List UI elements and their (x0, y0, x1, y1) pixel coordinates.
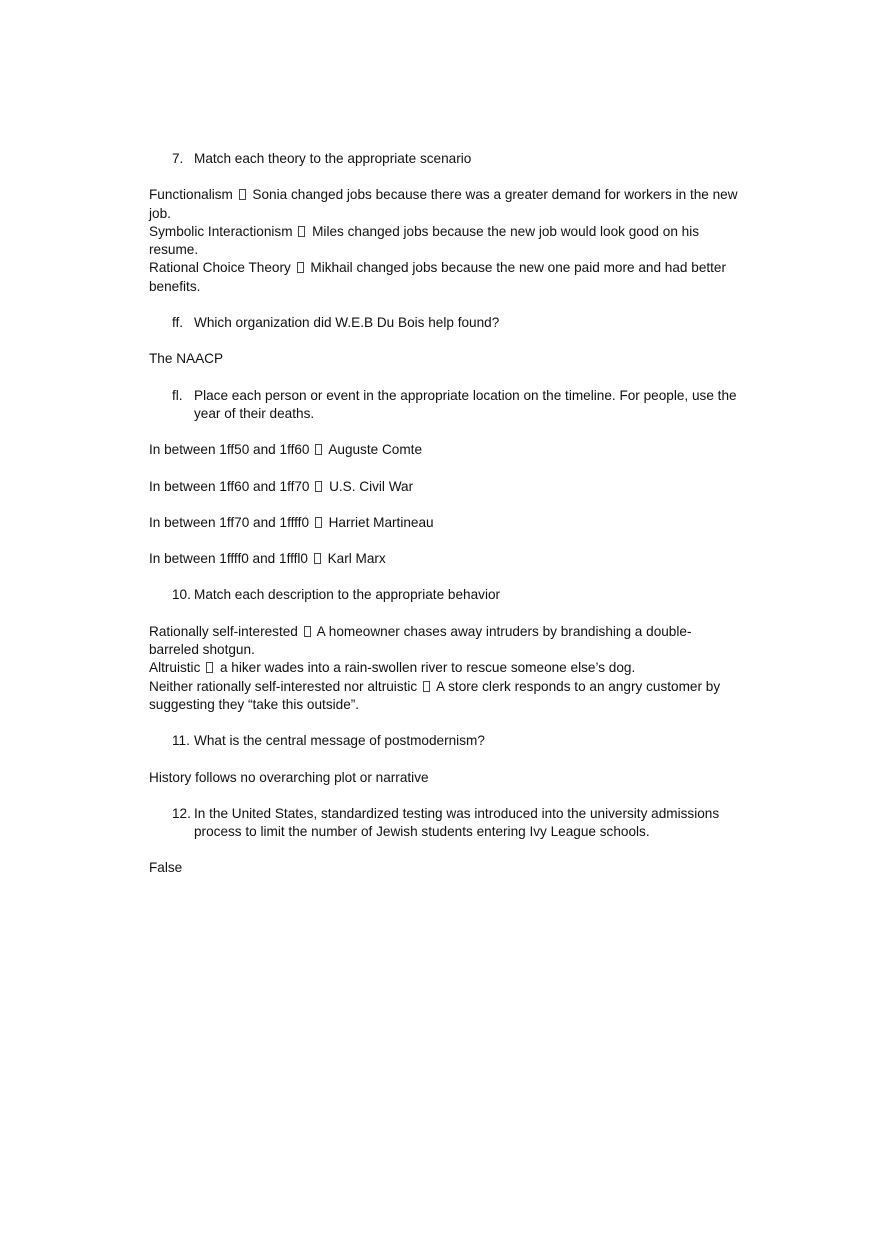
answer-description: Miles changed jobs because the new job would look good on his resume. (149, 223, 700, 258)
question-text: Match each description to the appropriate behavior (194, 587, 501, 603)
answer-term: Neither rationally self-interested nor altruistic (149, 678, 418, 694)
answer-description: Sonia changed jobs because there was a greater demand for workers in the new job. (149, 187, 738, 221)
answer-term: Symbolic Interactionism (149, 223, 293, 239)
answer-term: Altruistic (149, 660, 201, 676)
timeline-entry (149, 441, 739, 459)
timeline-entry (149, 514, 739, 532)
timeline-item: Auguste Comte (328, 442, 423, 458)
question-text: In the United States, standardized testing was introduced into the university admissions process to limit the number of Jewish students entering Ivy League schools. (194, 805, 720, 840)
answer-description: Mikhail changed jobs because the new one paid more and had better benefits. (149, 260, 727, 294)
timeline-range: In between 1ffff0 and 1fffl0 (149, 551, 308, 567)
question-12 (149, 805, 739, 842)
answer-7 (149, 186, 739, 296)
timeline-range: In between 1ff60 and 1ff70 (149, 478, 310, 494)
answer-line (149, 623, 739, 660)
timeline-item: U.S. Civil War (329, 478, 414, 494)
question-number: ff. (172, 315, 184, 331)
question-10 (149, 586, 739, 604)
answer-10 (149, 623, 739, 714)
question-number: 12. (172, 805, 191, 821)
timeline-entry (149, 478, 739, 496)
missing-glyph-icon (239, 189, 246, 200)
question-9 (149, 387, 739, 424)
answer-12: False (149, 860, 183, 876)
missing-glyph-icon (297, 262, 304, 273)
document-content (149, 150, 739, 896)
answer-description: A store clerk responds to an angry customer by suggesting they “take this outside”. (149, 678, 721, 712)
answer-line (149, 259, 739, 296)
missing-glyph-icon (206, 662, 213, 673)
question-text: Place each person or event in the appropriate location on the timeline. For people, use the year of their deaths. (194, 387, 737, 421)
answer-8: The NAACP (149, 351, 224, 367)
answer-term: Functionalism (149, 187, 233, 203)
answer-line (149, 186, 739, 223)
answer-line (149, 678, 739, 715)
answer-11: History follows no overarching plot or narrative (149, 769, 429, 785)
timeline-item: Harriet Martineau (328, 514, 434, 530)
question-text: What is the central message of postmodernism? (194, 733, 485, 749)
answer-description: a hiker wades into a rain-swollen river to rescue someone else’s dog. (219, 660, 636, 676)
missing-glyph-icon (304, 626, 311, 637)
answer-term: Rational Choice Theory (149, 260, 291, 276)
question-text: Match each theory to the appropriate scenario (194, 151, 472, 166)
question-number: fl. (172, 387, 183, 403)
question-number: 11. (172, 733, 190, 749)
missing-glyph-icon (315, 444, 322, 455)
timeline-range: In between 1ff50 and 1ff60 (149, 442, 310, 458)
question-8 (149, 314, 739, 332)
timeline-entry (149, 550, 739, 568)
missing-glyph-icon (314, 553, 321, 564)
question-11 (149, 732, 739, 750)
missing-glyph-icon (298, 226, 305, 237)
question-number: 10. (172, 587, 191, 603)
answer-term: Rationally self-interested (149, 623, 298, 639)
missing-glyph-icon (315, 517, 322, 528)
timeline-range: In between 1ff70 and 1ffff0 (149, 514, 309, 530)
timeline-item: Karl Marx (327, 551, 386, 567)
question-7 (149, 150, 739, 168)
missing-glyph-icon (423, 681, 430, 692)
answer-line (149, 223, 739, 260)
answer-description: A homeowner chases away intruders by brandishing a double-barreled shotgun. (149, 623, 692, 658)
question-text: Which organization did W.E.B Du Bois help found? (194, 315, 500, 331)
question-number: 7. (172, 151, 184, 166)
missing-glyph-icon (315, 481, 322, 492)
answer-line (149, 659, 739, 677)
